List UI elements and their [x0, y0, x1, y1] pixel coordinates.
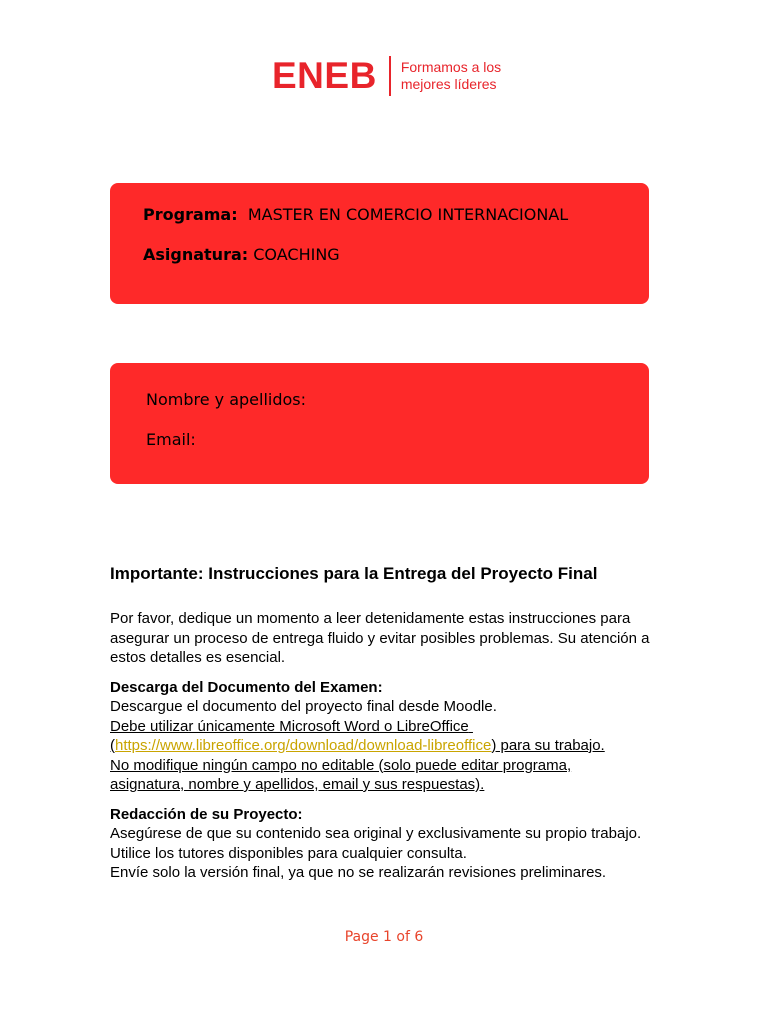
- email-label: Email:: [146, 430, 196, 449]
- logo-tagline: [401, 59, 501, 93]
- asignatura-label: Asignatura:: [143, 245, 249, 264]
- asignatura-value[interactable]: COACHING: [253, 245, 340, 264]
- programa-label: Programa:: [143, 205, 238, 224]
- page-number: Page 1 of 6: [344, 929, 424, 945]
- writing-line2: Utilice los tutores disponibles para cualquier consulta.: [110, 844, 467, 862]
- name-label: Nombre y apellidos:: [146, 390, 307, 409]
- asignatura-row: [143, 245, 340, 265]
- logo-tagline-line2: mejores líderes: [400, 76, 497, 92]
- instructions-section: [110, 563, 670, 893]
- writing-section: [110, 805, 670, 883]
- intro-paragraph: Por favor, dedique un momento a leer detenidamente estas instrucciones para asegurar un proceso de entrega fluido y evitar posibles problemas. Su atención a estos detalles es esencial.: [110, 610, 650, 666]
- download-line2: Debe utilizar únicamente Microsoft Word o LibreOffice: [110, 717, 469, 735]
- email-field[interactable]: [146, 430, 196, 450]
- download-line-link: (https://www.libreoffice.org/download/download-libreoffice) para su trabajo.: [110, 737, 605, 754]
- download-line3: No modifique ningún campo no editable (solo puede editar programa, asignatura, nombre y apellidos, email y sus respuestas).: [110, 756, 572, 793]
- eneb-logo: [272, 56, 501, 96]
- download-section: [110, 678, 670, 795]
- logo-divider: [389, 56, 391, 96]
- instructions-heading: Importante: Instrucciones para la Entrega del Proyecto Final: [110, 564, 598, 583]
- name-field[interactable]: [146, 390, 306, 410]
- logo-tagline-line1: Formamos a los: [400, 59, 502, 75]
- download-title: Descarga del Documento del Examen:: [110, 678, 383, 696]
- writing-line3: Envíe solo la versión final, ya que no se realizarán revisiones preliminares.: [110, 864, 607, 881]
- libreoffice-link[interactable]: https://www.libreoffice.org/download/download-libreoffice: [115, 737, 492, 754]
- writing-title: Redacción de su Proyecto:: [110, 805, 303, 823]
- program-info-box: [110, 183, 649, 304]
- download-line1: Descargue el documento del proyecto final desde Moodle.: [110, 698, 497, 715]
- programa-value[interactable]: MASTER EN COMERCIO INTERNACIONAL: [247, 205, 569, 224]
- student-info-box: [110, 363, 649, 484]
- writing-line1: Asegúrese de que su contenido sea original y exclusivamente su propio trabajo.: [110, 825, 642, 842]
- programa-row: [143, 205, 568, 225]
- logo-wordmark: ENEB: [272, 55, 377, 96]
